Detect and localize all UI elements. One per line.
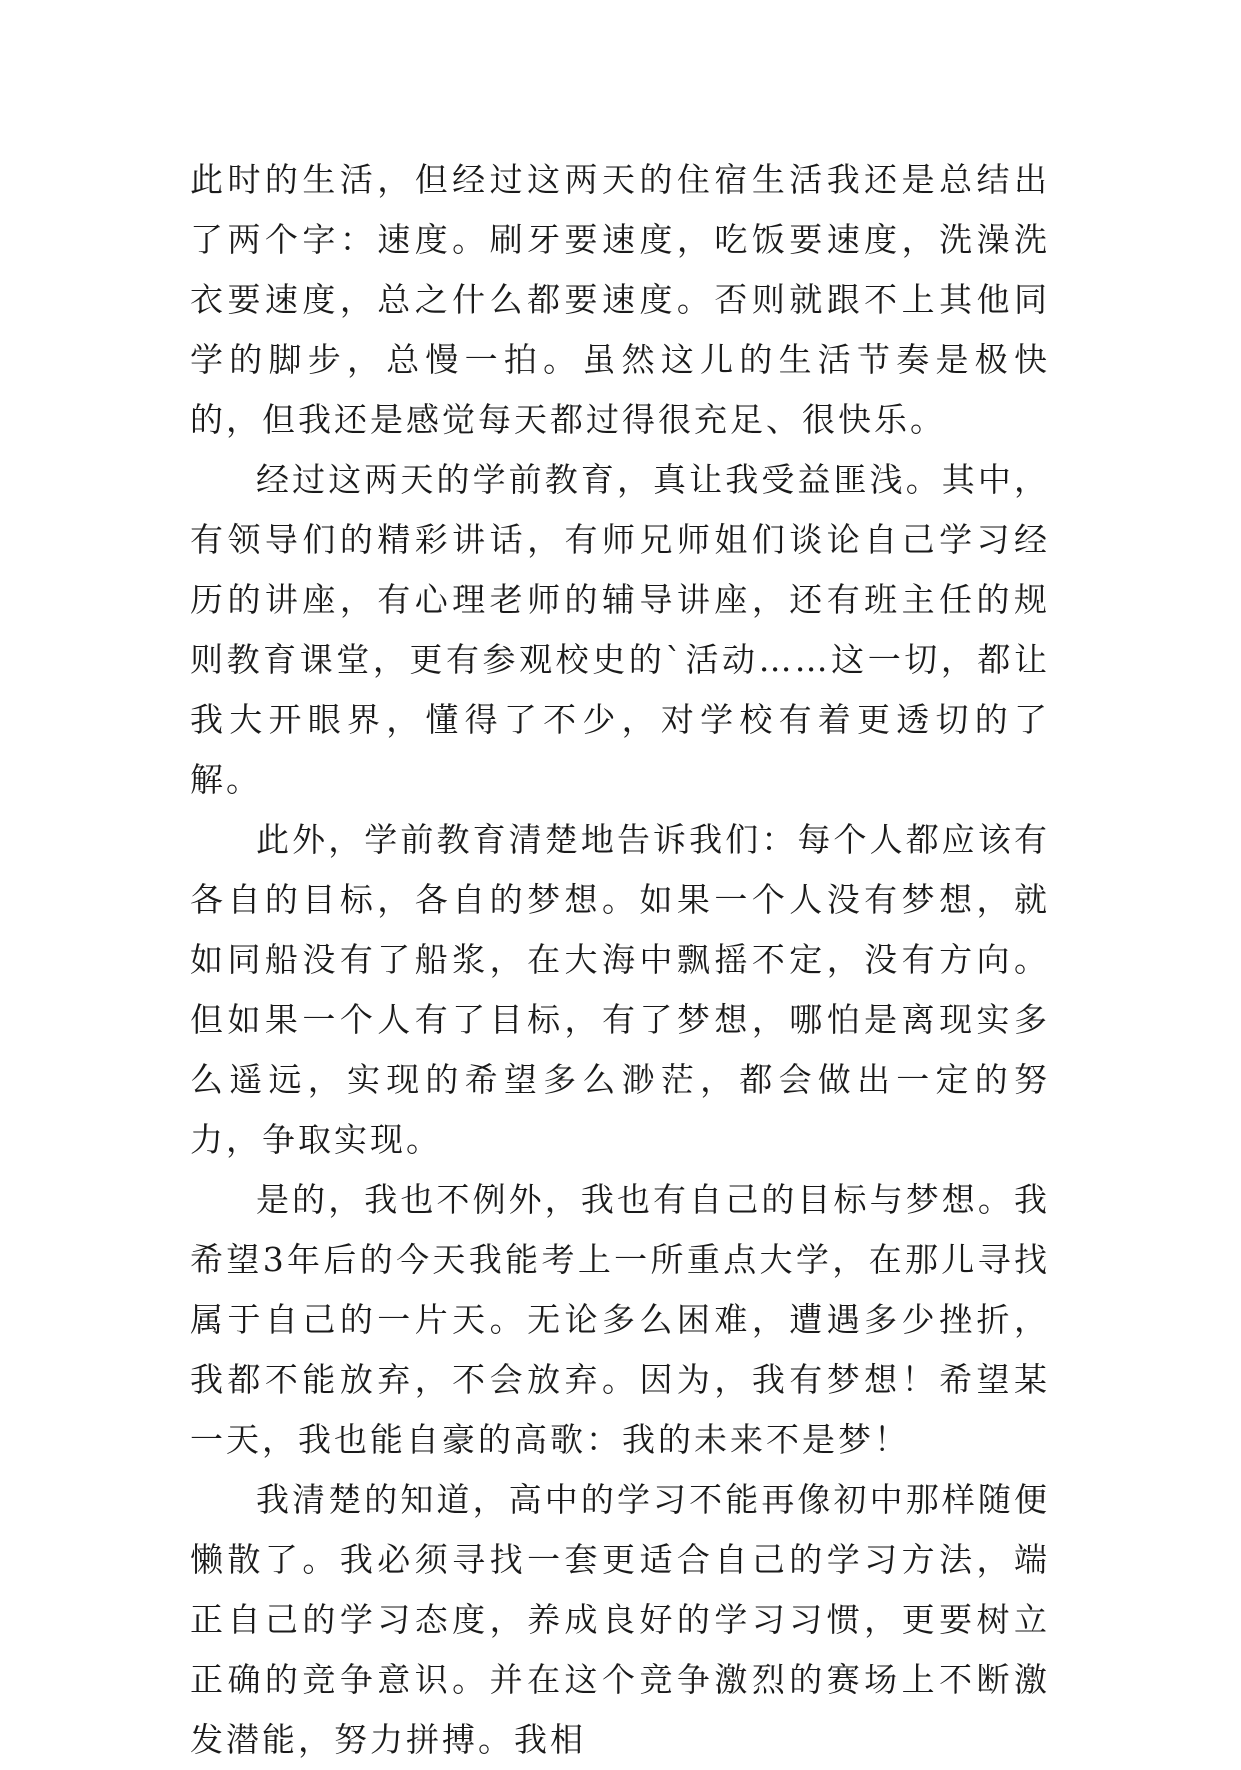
document-body xyxy=(190,150,1050,1770)
paragraph-3: 此外，学前教育清楚地告诉我们：每个人都应该有各自的目标，各自的梦想。如果一个人没有梦想，就如同船没有了船浆，在大海中飘摇不定，没有方向。但如果一个人有了目标，有了梦想，哪怕是离现实多么遥远，实现的希望多么渺茫，都会做出一定的努力，争取实现。 xyxy=(190,820,1050,1159)
paragraph-1: 此时的生活，但经过这两天的住宿生活我还是总结出了两个字：速度。刷牙要速度，吃饭要速度，洗澡洗衣要速度，总之什么都要速度。否则就跟不上其他同学的脚步，总慢一拍。虽然这儿的生活节奏是极快的，但我还是感觉每天都过得很充足、很快乐。 xyxy=(190,160,1050,439)
paragraph-2: 经过这两天的学前教育，真让我受益匪浅。其中，有领导们的精彩讲话，有师兄师姐们谈论自己学习经历的讲座，有心理老师的辅导讲座，还有班主任的规则教育课堂，更有参观校史的`活动……这一切，都让我大开眼界，懂得了不少，对学校有着更透切的了解。 xyxy=(190,460,1050,799)
paragraph-4: 是的，我也不例外，我也有自己的目标与梦想。我希望3年后的今天我能考上一所重点大学，在那儿寻找属于自己的一片天。无论多么困难，遭遇多少挫折，我都不能放弃，不会放弃。因为，我有梦想！希望某一天，我也能自豪的高歌：我的未来不是梦！ xyxy=(190,1180,1050,1459)
paragraph-5: 我清楚的知道，高中的学习不能再像初中那样随便懒散了。我必须寻找一套更适合自己的学习方法，端正自己的学习态度，养成良好的学习习惯，更要树立正确的竞争意识。并在这个竞争激烈的赛场上不断激发潜能，努力拼搏。我相 xyxy=(190,1480,1050,1759)
